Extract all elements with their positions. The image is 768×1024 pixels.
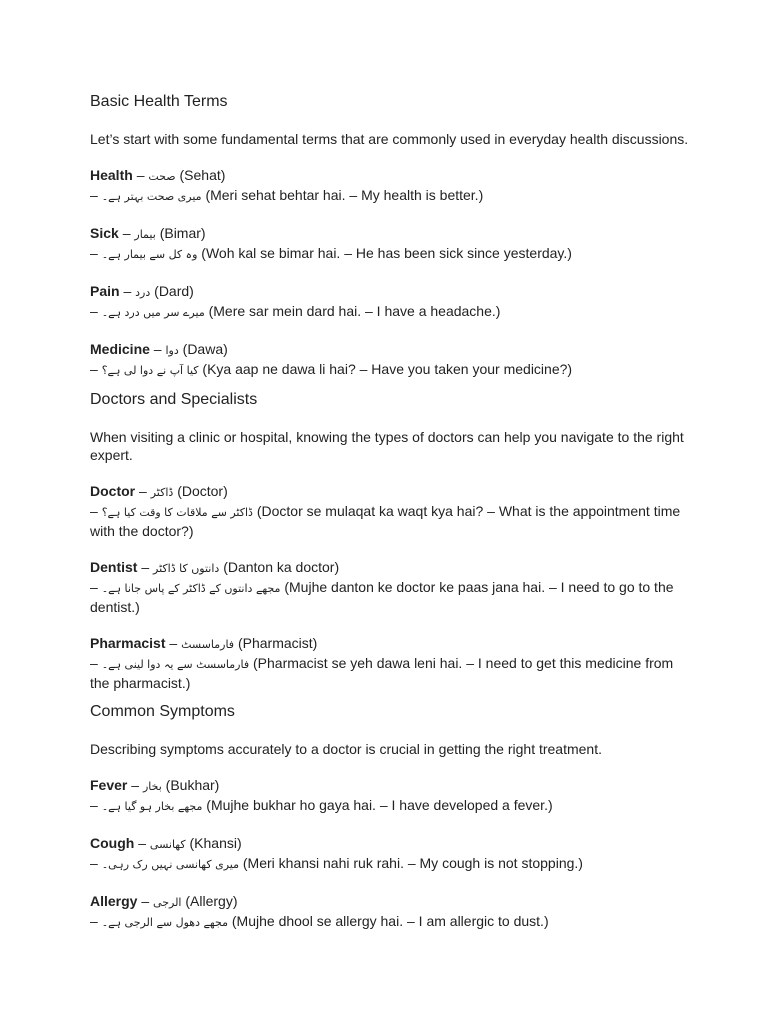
term-roman: (Bimar) <box>159 225 206 241</box>
dash: – <box>90 913 98 929</box>
dash: – <box>141 559 150 575</box>
dash: – <box>141 893 150 909</box>
example-urdu: کیا آپ نے دوا لی ہے؟ <box>101 364 199 377</box>
term-english: Sick <box>90 225 119 241</box>
example-translation: (Mujhe danton ke doctor ke paas jana hai. – I need to go to the dentist.) <box>90 579 674 615</box>
dash: – <box>90 187 98 203</box>
term-urdu: درد <box>135 286 151 299</box>
term-roman: (Pharmacist) <box>237 635 318 651</box>
term-english: Fever <box>90 777 128 793</box>
example-translation: (Meri sehat behtar hai. – My health is better.) <box>205 187 484 203</box>
term-entry-cough <box>90 834 690 874</box>
dash: – <box>90 503 98 519</box>
term-urdu: فارماسسٹ <box>181 638 235 651</box>
section-intro: When visiting a clinic or hospital, knowing the types of doctors can help you navigate to the right expert. <box>90 429 684 463</box>
dash: – <box>90 855 98 871</box>
term-urdu: دوا <box>165 344 179 357</box>
section-basic-health-terms <box>90 92 690 380</box>
example-translation: (Mujhe bukhar ho gaya hai. – I have developed a fever.) <box>206 797 553 813</box>
term-entry-pain <box>90 282 690 322</box>
example-translation: (Doctor se mulaqat ka waqt kya hai? – What is the appointment time with the doctor?) <box>90 503 681 539</box>
term-urdu: کھانسی <box>149 838 186 851</box>
term-roman: (Danton ka doctor) <box>223 559 340 575</box>
example-urdu: ڈاکٹر سے ملاقات کا وقت کیا ہے؟ <box>101 506 253 519</box>
example-urdu: میری کھانسی نہیں رک رہی۔ <box>101 858 239 871</box>
term-roman: (Bukhar) <box>165 777 220 793</box>
term-roman: (Doctor) <box>177 483 228 499</box>
term-urdu: دانتوں کا ڈاکٹر <box>153 562 220 575</box>
term-urdu: بیمار <box>134 228 156 241</box>
dash: – <box>90 797 98 813</box>
term-english: Medicine <box>90 341 150 357</box>
example-urdu: میری صحت بہتر ہے۔ <box>101 190 202 203</box>
term-urdu: الرجی <box>153 896 182 909</box>
example-translation: (Mujhe dhool se allergy hai. – I am allergic to dust.) <box>231 913 549 929</box>
example-translation: (Pharmacist se yeh dawa leni hai. – I need to get this medicine from the pharmacist.) <box>90 655 674 691</box>
term-roman: (Khansi) <box>189 835 242 851</box>
term-entry-sick <box>90 224 690 264</box>
dash: – <box>139 483 147 499</box>
dash: – <box>169 635 178 651</box>
term-urdu: ڈاکٹر <box>150 486 174 499</box>
section-common-symptoms <box>90 702 690 932</box>
example-urdu: مجھے دھول سے الرجی ہے۔ <box>101 916 228 929</box>
term-entry-allergy <box>90 892 690 932</box>
term-english: Health <box>90 167 133 183</box>
section-intro: Let’s start with some fundamental terms that are commonly used in everyday health discussions. <box>90 131 689 147</box>
dash: – <box>90 655 98 671</box>
term-entry-health <box>90 166 690 206</box>
dash: – <box>122 225 131 241</box>
section-title: Common Symptoms <box>90 703 235 720</box>
example-urdu: میرے سر میں درد ہے۔ <box>101 306 205 319</box>
term-entry-doctor <box>90 482 690 540</box>
term-roman: (Sehat) <box>179 167 226 183</box>
term-english: Allergy <box>90 893 138 909</box>
section-title: Basic Health Terms <box>90 93 228 110</box>
example-urdu: مجھے بخار ہو گیا ہے۔ <box>101 800 203 813</box>
term-english: Doctor <box>90 483 136 499</box>
dash: – <box>131 777 140 793</box>
dash: – <box>90 361 98 377</box>
example-translation: (Kya aap ne dawa li hai? – Have you taken your medicine?) <box>202 361 573 377</box>
dash: – <box>123 283 132 299</box>
dash: – <box>153 341 162 357</box>
term-entry-medicine <box>90 340 690 380</box>
section-doctors-and-specialists <box>90 390 690 692</box>
term-english: Pharmacist <box>90 635 166 651</box>
term-entry-fever <box>90 776 690 816</box>
section-intro: Describing symptoms accurately to a doctor is crucial in getting the right treatment. <box>90 741 602 757</box>
dash: – <box>136 167 145 183</box>
term-english: Pain <box>90 283 120 299</box>
term-roman: (Allergy) <box>185 893 238 909</box>
dash: – <box>90 579 98 595</box>
dash: – <box>138 835 147 851</box>
term-urdu: بخار <box>142 780 162 793</box>
example-urdu: فارماسسٹ سے یہ دوا لینی ہے۔ <box>101 658 250 671</box>
term-english: Cough <box>90 835 135 851</box>
term-english: Dentist <box>90 559 138 575</box>
term-roman: (Dard) <box>154 283 194 299</box>
term-urdu: صحت <box>148 170 176 183</box>
term-entry-dentist <box>90 558 690 616</box>
document-body <box>90 92 690 932</box>
dash: – <box>90 245 98 261</box>
example-urdu: مجھے دانتوں کے ڈاکٹر کے پاس جانا ہے۔ <box>101 582 281 595</box>
example-translation: (Meri khansi nahi ruk rahi. – My cough is not stopping.) <box>242 855 583 871</box>
example-translation: (Mere sar mein dard hai. – I have a headache.) <box>208 303 501 319</box>
example-urdu: وہ کل سے بیمار ہے۔ <box>101 248 198 261</box>
section-title: Doctors and Specialists <box>90 391 258 408</box>
example-translation: (Woh kal se bimar hai. – He has been sick since yesterday.) <box>201 245 572 261</box>
dash: – <box>90 303 98 319</box>
term-entry-pharmacist <box>90 634 690 692</box>
term-roman: (Dawa) <box>182 341 228 357</box>
